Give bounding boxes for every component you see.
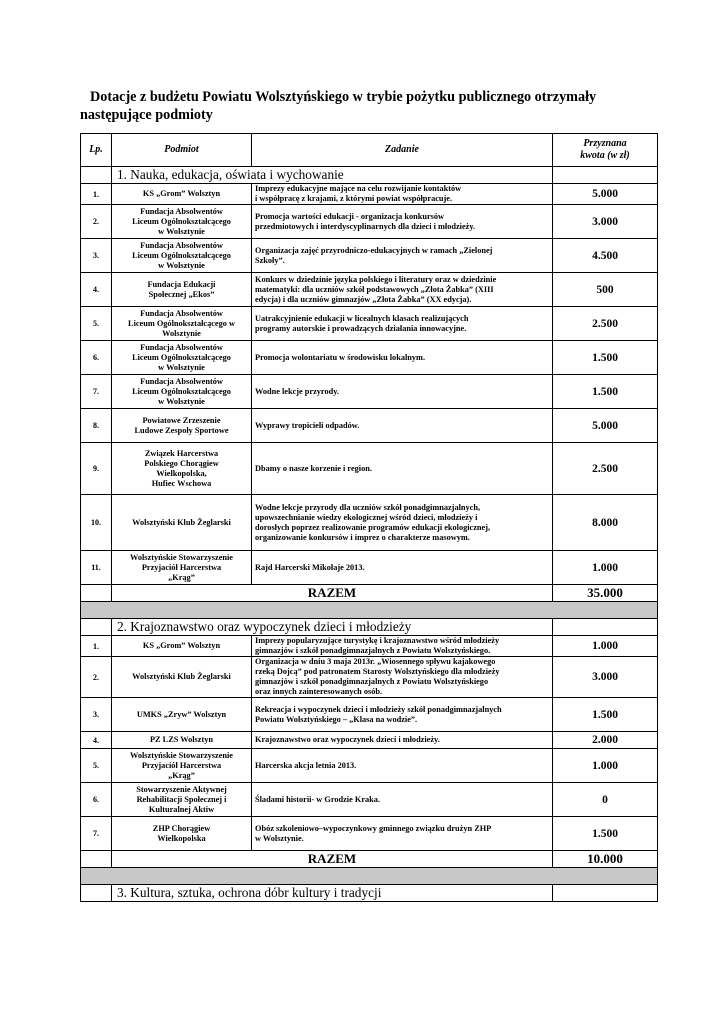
table-row	[81, 783, 658, 817]
section-2-title: 2. Krajoznawstwo oraz wypoczynek dzieci i młodzieży	[112, 619, 553, 636]
section-2-lp-empty	[81, 619, 112, 636]
table-row	[81, 443, 658, 495]
task-description: Rekreacja i wypoczynek dzieci i młodzieży szkół ponadgimnazjalnych Powiatu Wolsztyńskiego – „Klasa na wodzie”.	[252, 698, 553, 732]
row-number: 1.	[81, 636, 112, 657]
task-description: Promocja wartości edukacji - organizacja konkursów przedmiotowych i interdyscyplinarnych dla dzieci i młodzieży.	[252, 205, 553, 239]
task-description: Organizacja zajęć przyrodniczo-edukacyjnych w ramach „Zielonej Szkoły”.	[252, 239, 553, 273]
title-line-2: następujące podmioty	[80, 107, 213, 123]
grants-table	[80, 133, 658, 902]
section-2-total-row	[81, 851, 658, 868]
section-2-total-row-value: 10.000	[553, 851, 658, 868]
table-row	[81, 184, 658, 205]
organization-name: Stowarzyszenie Aktywnej Rehabilitacji Społecznej i Kulturalnej Aktiw	[112, 783, 252, 817]
row-number: 2.	[81, 657, 112, 698]
granted-amount: 2.500	[553, 443, 658, 495]
granted-amount: 3.000	[553, 657, 658, 698]
table-row	[81, 375, 658, 409]
row-number: 5.	[81, 307, 112, 341]
task-description: Imprezy edukacyjne mające na celu rozwijanie kontaktów i współpracę z krajami, z którymi powiat współpracuje.	[252, 184, 553, 205]
task-description: Imprezy popularyzujące turystykę i krajoznawstwo wśród młodzieży gimnazjów i szkół ponadgimnazjalnych z Powiatu Wolsztyńskiego.	[252, 636, 553, 657]
spacer-row-1-cell	[81, 602, 658, 619]
organization-name: ZHP Chorągiew Wielkopolska	[112, 817, 252, 851]
table-row	[81, 749, 658, 783]
section-1-total-row-lp-empty	[81, 585, 112, 602]
section-1-lp-empty	[81, 167, 112, 184]
table-row	[81, 205, 658, 239]
row-number: 10.	[81, 495, 112, 551]
organization-name: Fundacja Absolwentów Liceum Ogólnokształcącego w Wolsztynie	[112, 341, 252, 375]
granted-amount: 1.000	[553, 636, 658, 657]
row-number: 9.	[81, 443, 112, 495]
section-1-row	[81, 167, 658, 184]
spacer-row-2-cell	[81, 868, 658, 885]
organization-name: UMKS „Zryw” Wolsztyn	[112, 698, 252, 732]
task-description: Rajd Harcerski Mikołaje 2013.	[252, 551, 553, 585]
task-description: Harcerska akcja letnia 2013.	[252, 749, 553, 783]
title-line-1: Dotacje z budżetu Powiatu Wolsztyńskiego w trybie pożytku publicznego otrzymały	[90, 89, 597, 105]
row-number: 5.	[81, 749, 112, 783]
granted-amount: 1.500	[553, 375, 658, 409]
task-description: Obóz szkoleniowo–wypoczynkowy gminnego związku drużyn ZHP w Wolsztynie.	[252, 817, 553, 851]
table-header-row	[81, 134, 658, 167]
organization-name: Fundacja Absolwentów Liceum Ogólnokształcącego w Wolsztynie	[112, 307, 252, 341]
row-number: 3.	[81, 698, 112, 732]
section-1-total-row	[81, 585, 658, 602]
granted-amount: 1.500	[553, 341, 658, 375]
task-description: Konkurs w dziedzinie języka polskiego i literatury oraz w dziedzinie matematyki: dla uczniów szkół podstawowych „Złota Żabka” (XIII edycja) i dla uczniów gimnazjów „Złota Żabka” (XX edycja).	[252, 273, 553, 307]
granted-amount: 4.500	[553, 239, 658, 273]
table-row	[81, 732, 658, 749]
task-description: Wyprawy tropicieli odpadów.	[252, 409, 553, 443]
table-row	[81, 341, 658, 375]
task-description: Krajoznawstwo oraz wypoczynek dzieci i młodzieży.	[252, 732, 553, 749]
table-row	[81, 409, 658, 443]
task-description: Wodne lekcje przyrody.	[252, 375, 553, 409]
granted-amount: 500	[553, 273, 658, 307]
granted-amount: 5.000	[553, 409, 658, 443]
section-1-kwota-empty	[553, 167, 658, 184]
table-row	[81, 657, 658, 698]
table-row	[81, 551, 658, 585]
header-zadanie: Zadanie	[252, 134, 553, 167]
granted-amount: 1.500	[553, 698, 658, 732]
row-number: 7.	[81, 817, 112, 851]
organization-name: KS „Grom” Wolsztyn	[112, 636, 252, 657]
task-description: Dbamy o nasze korzenie i region.	[252, 443, 553, 495]
granted-amount: 8.000	[553, 495, 658, 551]
header-kwota-line1: Przyznana	[583, 138, 627, 149]
granted-amount: 5.000	[553, 184, 658, 205]
section-2-total-row-lp-empty	[81, 851, 112, 868]
row-number: 8.	[81, 409, 112, 443]
row-number: 1.	[81, 184, 112, 205]
granted-amount: 3.000	[553, 205, 658, 239]
row-number: 4.	[81, 273, 112, 307]
organization-name: Fundacja Absolwentów Liceum Ogólnokształcącego w Wolsztynie	[112, 239, 252, 273]
section-2-row	[81, 619, 658, 636]
document-title	[80, 88, 660, 124]
table-row	[81, 307, 658, 341]
header-lp: Lp.	[81, 134, 112, 167]
section-3-lp-empty	[81, 885, 112, 902]
granted-amount: 2.000	[553, 732, 658, 749]
organization-name: Fundacja Absolwentów Liceum Ogólnokształcącego w Wolsztynie	[112, 205, 252, 239]
header-kwota	[553, 134, 658, 167]
granted-amount: 0	[553, 783, 658, 817]
organization-name: Powiatowe Zrzeszenie Ludowe Zespoły Sportowe	[112, 409, 252, 443]
row-number: 6.	[81, 783, 112, 817]
section-3-kwota-empty	[553, 885, 658, 902]
header-kwota-line2: kwota (w zł)	[580, 150, 630, 161]
section-1-title: 1. Nauka, edukacja, oświata i wychowanie	[112, 167, 553, 184]
task-description: Promocja wolontariatu w środowisku lokalnym.	[252, 341, 553, 375]
section-1-total-row-value: 35.000	[553, 585, 658, 602]
granted-amount: 2.500	[553, 307, 658, 341]
header-podmiot: Podmiot	[112, 134, 252, 167]
table-row	[81, 698, 658, 732]
row-number: 11.	[81, 551, 112, 585]
section-2-kwota-empty	[553, 619, 658, 636]
section-3-row	[81, 885, 658, 902]
spacer-row-1	[81, 602, 658, 619]
row-number: 4.	[81, 732, 112, 749]
organization-name: Fundacja Edukacji Społecznej „Ekos”	[112, 273, 252, 307]
row-number: 3.	[81, 239, 112, 273]
section-3-title: 3. Kultura, sztuka, ochrona dóbr kultury i tradycji	[112, 885, 553, 902]
organization-name: Fundacja Absolwentów Liceum Ogólnokształcącego w Wolsztynie	[112, 375, 252, 409]
task-description: Uatrakcyjnienie edukacji w licealnych klasach realizujących programy autorskie i prowadzących działania innowacyjne.	[252, 307, 553, 341]
organization-name: Wolsztyńskie Stowarzyszenie Przyjaciół Harcerstwa „Krąg”	[112, 551, 252, 585]
task-description: Śladami historii- w Grodzie Kraka.	[252, 783, 553, 817]
spacer-row-2	[81, 868, 658, 885]
organization-name: Wolsztyńskie Stowarzyszenie Przyjaciół Harcerstwa „Krąg”	[112, 749, 252, 783]
table-row	[81, 636, 658, 657]
task-description: Wodne lekcje przyrody dla uczniów szkół ponadgimnazjalnych, upowszechnianie wiedzy ekologicznej wśród dzieci, młodzieży i dorosłych poprzez realizowanie programów edukacji ekologicznej, organizowanie konkursów i imprez o charakterze masowym.	[252, 495, 553, 551]
table-row	[81, 239, 658, 273]
table-row	[81, 817, 658, 851]
task-description: Organizacja w dniu 3 maja 2013r. „Wiosennego spływu kajakowego rzeką Dojcą” pod patronatem Starosty Wolsztyńskiego dla młodzieży gimnazjów i szkół ponadgimnazjalnych z Powiatu Wolsztyńskiego oraz innych zainteresowanych osób.	[252, 657, 553, 698]
table-row	[81, 273, 658, 307]
granted-amount: 1.000	[553, 551, 658, 585]
row-number: 2.	[81, 205, 112, 239]
organization-name: PZ LZS Wolsztyn	[112, 732, 252, 749]
row-number: 6.	[81, 341, 112, 375]
granted-amount: 1.500	[553, 817, 658, 851]
organization-name: Wolsztyński Klub Żeglarski	[112, 495, 252, 551]
organization-name: Związek Harcerstwa Polskiego Chorągiew Wielkopolska, Hufiec Wschowa	[112, 443, 252, 495]
section-2-total-row-label: RAZEM	[112, 851, 553, 868]
granted-amount: 1.000	[553, 749, 658, 783]
section-1-total-row-label: RAZEM	[112, 585, 553, 602]
table-row	[81, 495, 658, 551]
organization-name: KS „Grom” Wolsztyn	[112, 184, 252, 205]
organization-name: Wolsztyński Klub Żeglarski	[112, 657, 252, 698]
row-number: 7.	[81, 375, 112, 409]
